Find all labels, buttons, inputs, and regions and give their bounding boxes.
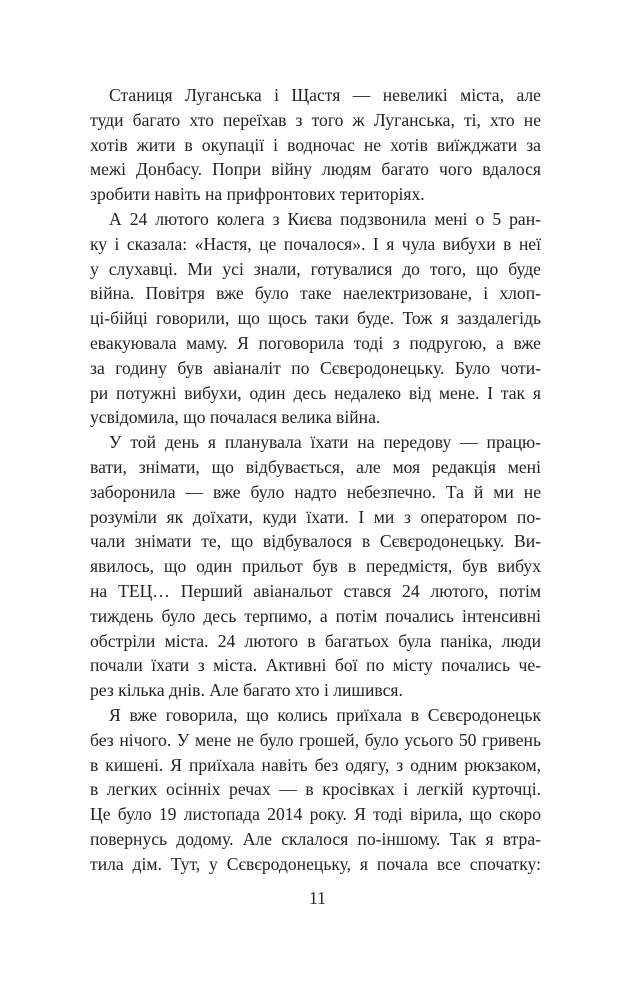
text-line: вати, знімати, що відбувається, але моя редакція мені	[90, 456, 541, 477]
text-line: заборонила — вже було надто небезпечно. Та й ми не	[90, 481, 541, 502]
paragraph	[90, 207, 541, 430]
text-line: Я вже говорила, що колись приїхала в Сєвєродонецьк	[109, 704, 541, 725]
text-line: війна. Повітря вже було таке наелектризоване, і хлоп-	[90, 283, 541, 304]
text-line: розуміли як доїхати, куди їхати. І ми з оператором по-	[90, 506, 541, 527]
text-line: у слухавці. Ми усі знали, готувалися до того, що буде	[90, 258, 541, 279]
text-line: тила дім. Тут, у Сєвєродонецьку, я почала все спочатку:	[90, 853, 541, 874]
page-number: 11	[309, 888, 326, 908]
text-line: А 24 лютого колега з Києва подзвонила мені о 5 ран-	[109, 208, 541, 229]
text-line: У той день я планувала їхати на передову — працю-	[109, 432, 541, 453]
page-body	[90, 83, 541, 877]
text-line: зробити навіть на прифронтових територіях.	[90, 184, 425, 205]
text-line: повернусь додому. Але склалося по-іншому. Так я втра-	[90, 828, 541, 849]
text-line: Це було 19 листопада 2014 року. Я тоді вірила, що скоро	[90, 804, 541, 825]
text-line: хотів жити в окупації і водночас не хотів виїжджати за	[90, 134, 541, 155]
text-line: ці-бійці говорили, що щось таки буде. Тож я заздалегідь	[90, 308, 541, 329]
text-line: в легких осінніх речах — в кросівках і легкій курточці.	[90, 779, 541, 800]
text-line: почали їхати з міста. Активні бої по місту почались че-	[90, 655, 541, 676]
paragraph	[90, 83, 541, 207]
text-line: за годину був авіаналіт по Сєвєродонецьку. Було чоти-	[90, 357, 541, 378]
text-line: чали знімати те, що відбувалося в Сєвєродонецьку. Ви-	[90, 531, 541, 552]
text-line: в кишені. Я приїхала навіть без одягу, з одним рюкзаком,	[90, 754, 541, 775]
text-line: рез кілька днів. Але багато хто і лишився.	[90, 680, 403, 701]
paragraph	[90, 430, 541, 703]
text-line: ку і сказала: «Настя, це почалося». І я чула вибухи в неї	[90, 233, 541, 254]
text-line: усвідомила, що почалася велика війна.	[90, 407, 381, 428]
text-line: явилось, що один прильот був в передмістя, був вибух	[90, 556, 541, 577]
paragraph	[90, 703, 541, 877]
text-line: без нічого. У мене не було грошей, було усього 50 гривень	[90, 729, 541, 750]
text-line: межі Донбасу. Попри війну людям багато чого вдалося	[90, 159, 541, 180]
text-line: евакуювала маму. Я поговорила тоді з подругою, а вже	[90, 332, 541, 353]
text-line: туди багато хто переїхав з того ж Луганська, ті, хто не	[90, 109, 541, 130]
text-line: обстріли міста. 24 лютого в багатьох була паніка, люди	[90, 630, 541, 651]
text-line: ри потужні вибухи, один десь недалеко від мене. І так я	[90, 382, 541, 403]
text-line: Станиця Луганська і Щастя — невеликі міста, але	[109, 85, 541, 105]
text-line: на ТЕЦ… Перший авіанальот стався 24 лютого, потім	[90, 580, 541, 601]
text-line: тиждень було десь терпимо, а потім почались інтенсивні	[90, 605, 541, 626]
